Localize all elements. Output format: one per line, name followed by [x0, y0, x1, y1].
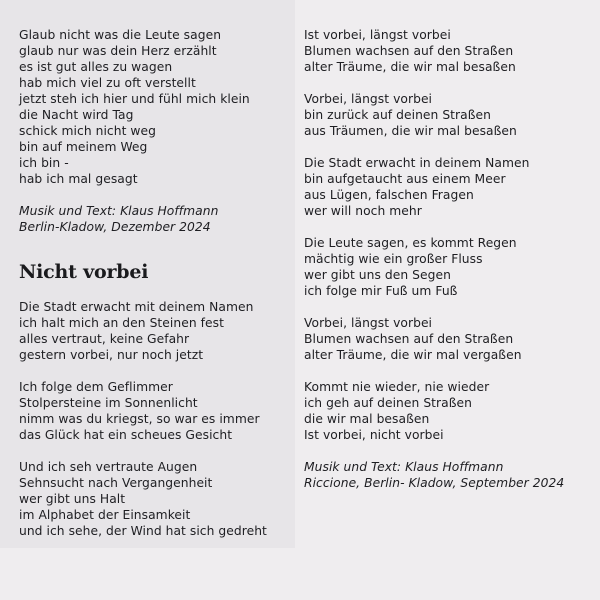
lyric-line: alles vertraut, keine Gefahr — [19, 332, 190, 346]
lyric-line: Stolpersteine im Sonnenlicht — [19, 396, 198, 410]
lyrics-stanza-previous-song — [19, 27, 250, 187]
lyric-line: Blumen wachsen auf den Straßen — [304, 332, 514, 346]
song-title: Nicht vorbei — [19, 261, 149, 283]
lyric-line: das Glück hat ein scheues Gesicht — [19, 428, 233, 442]
lyrics-stanza — [304, 235, 517, 299]
lyric-line: die Nacht wird Tag — [19, 108, 134, 122]
lyric-line: Vorbei, längst vorbei — [304, 316, 433, 330]
credits-line: Musik und Text: Klaus Hoffmann — [19, 204, 219, 218]
lyric-line: bin auf meinem Weg — [19, 140, 148, 154]
lyric-line: nimm was du kriegst, so war es immer — [19, 412, 260, 426]
lyric-line: hab mich viel zu oft verstellt — [19, 76, 196, 90]
lyric-line: bin zurück auf deinen Straßen — [304, 108, 492, 122]
lyric-line: alter Träume, die wir mal besaßen — [304, 60, 516, 74]
lyric-line: Und ich seh vertraute Augen — [19, 460, 198, 474]
lyric-line: bin aufgetaucht aus einem Meer — [304, 172, 506, 186]
lyrics-stanza — [19, 299, 254, 363]
lyric-line: Ich folge dem Geflimmer — [19, 380, 173, 394]
lyric-line: und ich sehe, der Wind hat sich gedreht — [19, 524, 267, 538]
song-credits — [304, 459, 564, 491]
lyric-line: Blumen wachsen auf den Straßen — [304, 44, 514, 58]
lyric-line: Die Leute sagen, es kommt Regen — [304, 236, 517, 250]
lyric-line: Glaub nicht was die Leute sagen — [19, 28, 222, 42]
lyric-line: jetzt steh ich hier und fühl mich klein — [19, 92, 250, 106]
lyrics-stanza — [304, 379, 489, 443]
lyric-line: mächtig wie ein großer Fluss — [304, 252, 483, 266]
lyric-line: Vorbei, längst vorbei — [304, 92, 433, 106]
credits-line: Berlin-Kladow, Dezember 2024 — [19, 220, 211, 234]
lyrics-stanza — [304, 155, 529, 219]
lyric-line: aus Träumen, die wir mal besaßen — [304, 124, 517, 138]
lyric-line: Ist vorbei, längst vorbei — [304, 28, 451, 42]
lyric-line: wer gibt uns den Segen — [304, 268, 451, 282]
lyrics-stanza — [19, 379, 260, 443]
lyric-line: ich folge mir Fuß um Fuß — [304, 284, 458, 298]
lyric-line: gestern vorbei, nur noch jetzt — [19, 348, 204, 362]
lyric-line: ich bin - — [19, 156, 69, 170]
lyric-line: Kommt nie wieder, nie wieder — [304, 380, 490, 394]
credits-line: Musik und Text: Klaus Hoffmann — [304, 460, 504, 474]
lyric-line: wer gibt uns Halt — [19, 492, 126, 506]
lyric-line: im Alphabet der Einsamkeit — [19, 508, 191, 522]
lyric-line: Ist vorbei, nicht vorbei — [304, 428, 444, 442]
lyrics-stanza — [304, 91, 517, 139]
credits-line: Riccione, Berlin- Kladow, September 2024 — [304, 476, 565, 490]
lyrics-stanza — [304, 315, 522, 363]
lyric-line: ich geh auf deinen Straßen — [304, 396, 472, 410]
lyric-line: hab ich mal gesagt — [19, 172, 138, 186]
lyric-line: es ist gut alles zu wagen — [19, 60, 173, 74]
lyric-line: alter Träume, die wir mal vergaßen — [304, 348, 522, 362]
lyric-line: aus Lügen, falschen Fragen — [304, 188, 474, 202]
lyric-line: glaub nur was dein Herz erzählt — [19, 44, 217, 58]
lyric-line: Die Stadt erwacht in deinem Namen — [304, 156, 530, 170]
lyric-line: ich halt mich an den Steinen fest — [19, 316, 224, 330]
lyric-line: schick mich nicht weg — [19, 124, 156, 138]
lyric-line: Sehnsucht nach Vergangenheit — [19, 476, 213, 490]
lyric-line: wer will noch mehr — [304, 204, 422, 218]
lyric-line: Die Stadt erwacht mit deinem Namen — [19, 300, 254, 314]
lyrics-stanza — [19, 459, 267, 539]
song-credits-previous — [19, 203, 218, 235]
lyric-line: die wir mal besaßen — [304, 412, 430, 426]
lyrics-stanza — [304, 27, 516, 75]
